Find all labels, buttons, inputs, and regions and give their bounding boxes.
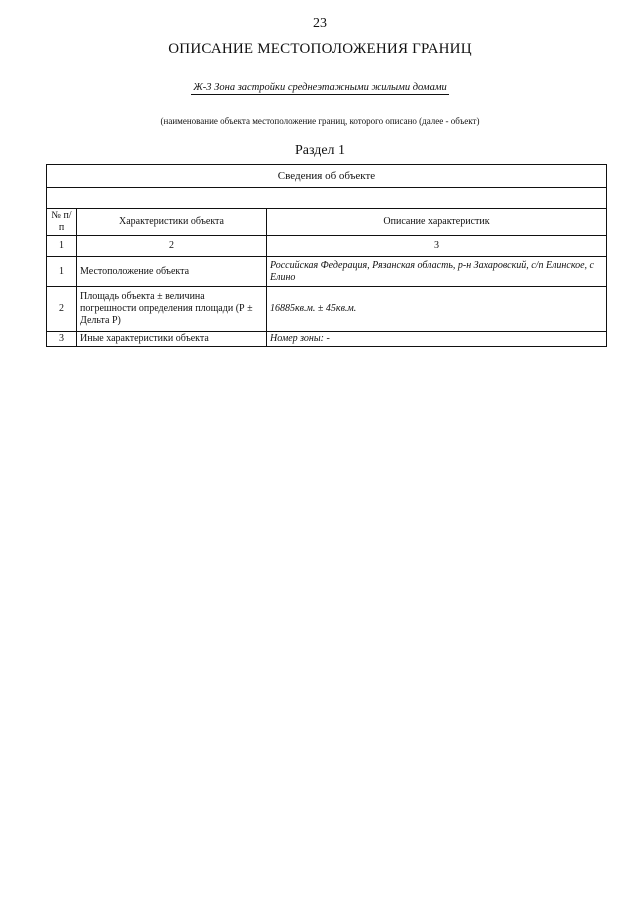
row-number: 2	[47, 287, 77, 332]
index-cell: 1	[47, 236, 77, 257]
header-description: Описание характеристик	[267, 209, 607, 236]
object-name-note: (наименование объекта местоположение границ, которого описано (далее - объект)	[160, 116, 480, 126]
row-number: 3	[47, 332, 77, 347]
row-characteristic: Местоположение объекта	[77, 257, 267, 287]
table-empty-row	[47, 188, 607, 209]
header-number: № п/п	[47, 209, 77, 236]
row-characteristic: Площадь объекта ± величина погрешности определения площади (Р ± Дельта Р)	[77, 287, 267, 332]
row-characteristic: Иные характеристики объекта	[77, 332, 267, 347]
object-name: Ж-3 Зона застройки среднеэтажными жилыми домами	[193, 82, 447, 93]
table-index-row	[47, 236, 607, 257]
header-characteristic: Характеристики объекта	[77, 209, 267, 236]
document-title: ОПИСАНИЕ МЕСТОПОЛОЖЕНИЯ ГРАНИЦ	[168, 41, 472, 57]
index-cell: 3	[267, 236, 607, 257]
table-caption: Сведения об объекте	[47, 165, 607, 188]
object-name-line	[0, 82, 640, 93]
table-empty-cell	[47, 188, 607, 209]
row-description: Российская Федерация, Рязанская область, р-н Захаровский, с/п Елинское, с Елино	[267, 257, 607, 287]
row-description: 16885кв.м. ± 45кв.м.	[267, 287, 607, 332]
table-row	[47, 257, 607, 287]
page-number: 23	[313, 16, 327, 31]
table-caption-row	[47, 165, 607, 188]
table-row	[47, 287, 607, 332]
object-info-table	[46, 164, 607, 347]
row-number: 1	[47, 257, 77, 287]
section-title: Раздел 1	[294, 143, 346, 158]
table-row	[47, 332, 607, 347]
row-description: Номер зоны: -	[267, 332, 607, 347]
table-header-row	[47, 209, 607, 236]
index-cell: 2	[77, 236, 267, 257]
